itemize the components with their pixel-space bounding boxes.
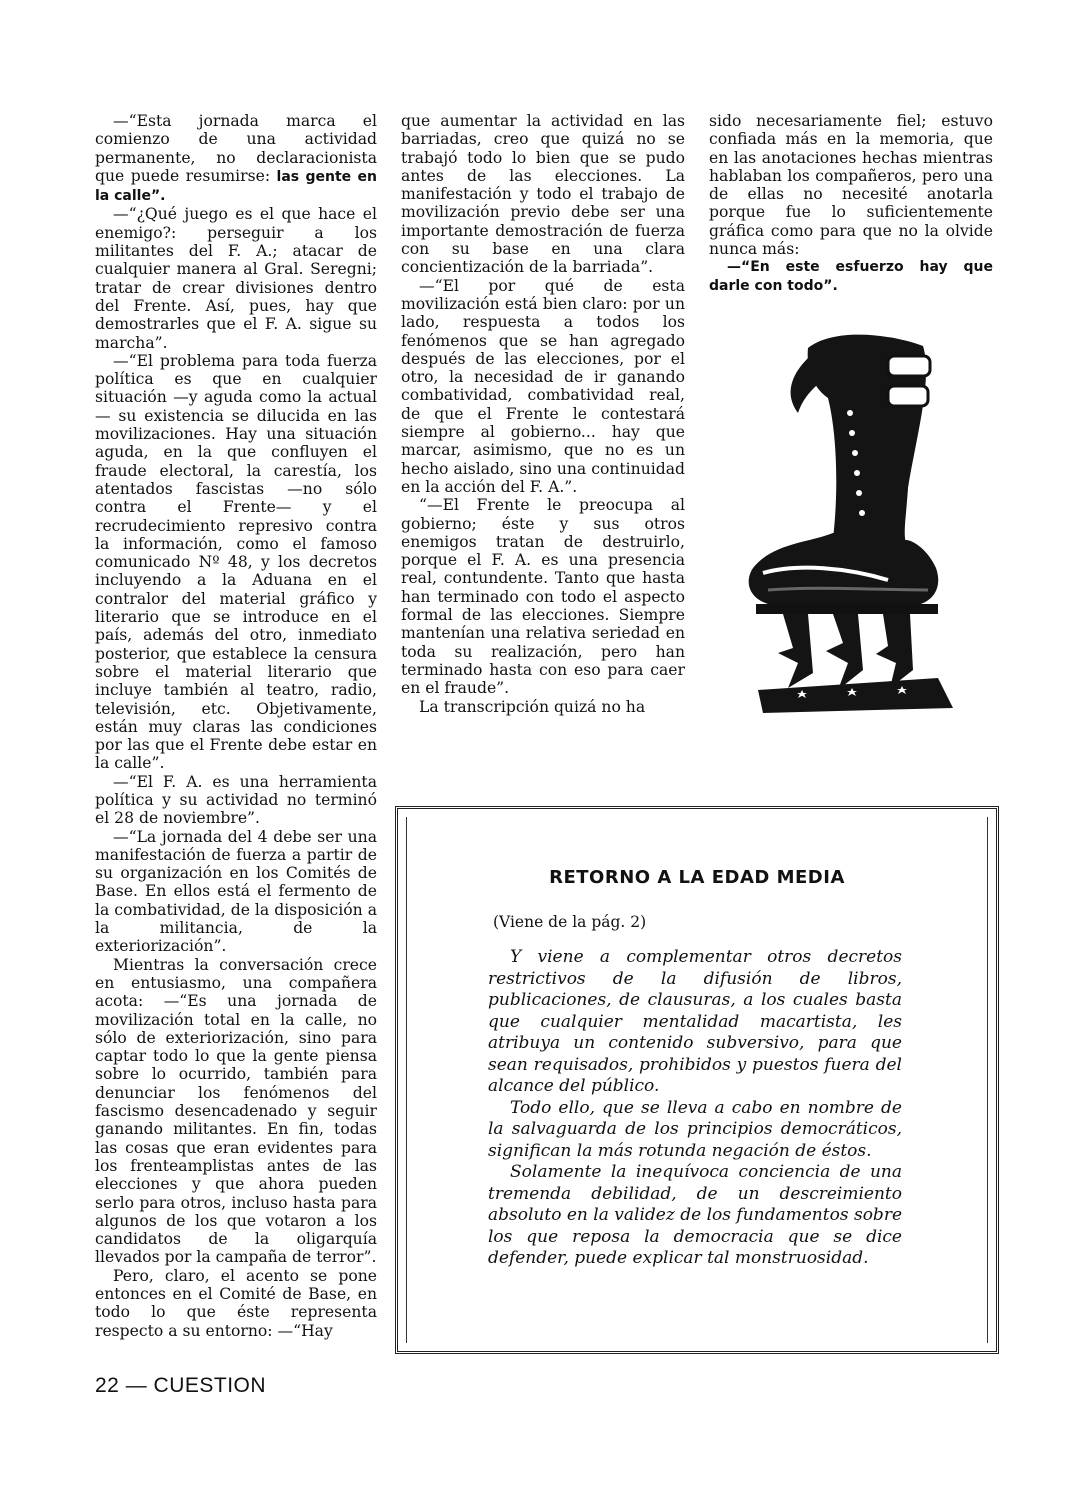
paragraph: Todo ello, que se lleva a cabo en nombre de la salvaguarda de los principios democráticos, significan la más rotunda negación de éstos. [488, 1097, 902, 1161]
sidebar-title: RETORNO A LA EDAD MEDIA [549, 867, 845, 888]
article-column-3 [709, 112, 993, 295]
paragraph: “—El Frente le preocupa al gobierno; éste y sus otros enemigos tratan de destruirlo, porque el F. A. es una presencia real, contundente. Tanto que hasta han terminado con todo el aspecto formal de las elecciones. Siempre mantenían una relativa seriedad en toda su realización, pero han terminado hasta con eso para caer en el fraude”. [401, 496, 685, 698]
paragraph: —“El F. A. es una herramienta política y su actividad no terminó el 28 de noviembre”. [95, 772, 377, 828]
paragraph: —“La jornada del 4 debe ser una manifestación de fuerza a partir de su organización en los Comités de Base. En ellos está el fermento de la combatividad, de la disposición a la militancia, de la exteriorización”. [95, 827, 377, 956]
article-column-1 [95, 112, 377, 1340]
paragraph: Y viene a complementar otros decretos restrictivos de la difusión de libros, publicaciones, de clausuras, a los cuales basta que cualquier mentalidad macartista, les atribuya un contenido subversivo, para que sean requisados, prohibidos y puestos fuera del alcance del público. [488, 947, 902, 1096]
article-column-2 [401, 112, 685, 716]
paragraph: Pero, claro, el acento se pone entonces en el Comité de Base, en todo lo que éste representa respecto a su entorno: —“Hay [95, 1266, 377, 1340]
sidebar-source-note: (Viene de la pág. 2) [493, 913, 647, 931]
boot-stomping-stars-icon [738, 318, 988, 718]
paragraph: —“El por qué de esta movilización está bien claro: por un lado, respuesta a todos los fenómenos que se han agregado después de las elecciones, por el otro, la necesidad de ir ganando combatividad, combatividad real, de que el Frente le contestará siempre al gobierno... hay que marcar, asimismo, que no es un hecho aislado, sino una continuidad en la acción del F. A.”. [401, 276, 685, 496]
paragraph: —“¿Qué juego es el que hace el enemigo?: perseguir a los militantes del F. A.; atacar de cualquier manera al Gral. Seregni; tratar de crear divisiones dentro del Frente. Así, pues, hay que demostrarles que el F. A. sigue su marcha”. [95, 205, 377, 352]
paragraph: —“Esta jornada marca el comienzo de una actividad permanente, no declaracionista que puede resumirse: las gente en la calle”. [95, 112, 377, 205]
emphasis-text: las gente en la calle”. [95, 168, 377, 205]
paragraph: —“El problema para toda fuerza política es que en cualquier situación —y aguda como la actual— su existencia se dilucida en las movilizaciones. Hay una situación aguda, en la que confluyen el fraude electoral, la carestía, los atentados fascistas —no sólo contra el Frente— y el recrudecimiento represivo contra la información, como el famoso comunicado Nº 48, y los decretos incluyendo a la Aduana en el contralor del material gráfico y literario que se introduce en el país, además del otro, inmediato posterior, que establece la censura sobre el material literario que incluye también al teatro, radio, televisión, etc. Objetivamente, están muy claras las condiciones por las que el Frente debe estar en la calle”. [95, 351, 377, 773]
paragraph: sido necesariamente fiel; estuvo confiada más en la memoria, que en las anotaciones hechas mientras hablaban los compañeros, pero una de ellas no necesité anotarla porque fue lo suficientemente gráfica como para que no la olvide nunca más: [709, 112, 993, 259]
paragraph: que aumentar la actividad en las barriadas, creo que quizá no se trabajó todo lo bien que se pudo antes de las elecciones. La manifestación y todo el trabajo de movilización previo debe ser una importante demostración de fuerza con su base en una clara concientización de la barriada”. [401, 112, 685, 277]
paragraph: Solamente la inequívoca conciencia de una tremenda debilidad, de un descreimiento absoluto en la validez de los fundamentos sobre los que reposa la democracia que se dice defender, puede explicar tal monstruosidad. [488, 1162, 902, 1268]
sidebar-box [395, 806, 999, 1354]
sidebar-body [488, 947, 902, 1270]
paragraph: —“En este esfuerzo hay que darle con todo”. [709, 259, 993, 294]
paragraph: La transcripción quizá no ha [419, 697, 646, 716]
paragraph: Mientras la conversación crece en entusiasmo, una compañera acota: —“Es una jornada de movilización total en la calle, no sólo de exteriorización, sino para captar todo lo que la gente piensa sobre lo ocurrido, también para denunciar los fenómenos del fascismo desencadenado y seguir ganando militantes. En fin, todas las cosas que eran evidentes para los frenteamplistas antes de las elecciones y que ahora pueden serlo para otros, incluso hasta para algunos de los que votaron a los candidatos de la oligarquía llevados por la campaña de terror”. [95, 955, 377, 1267]
page-footer: 22 — CUESTION [95, 1374, 267, 1397]
